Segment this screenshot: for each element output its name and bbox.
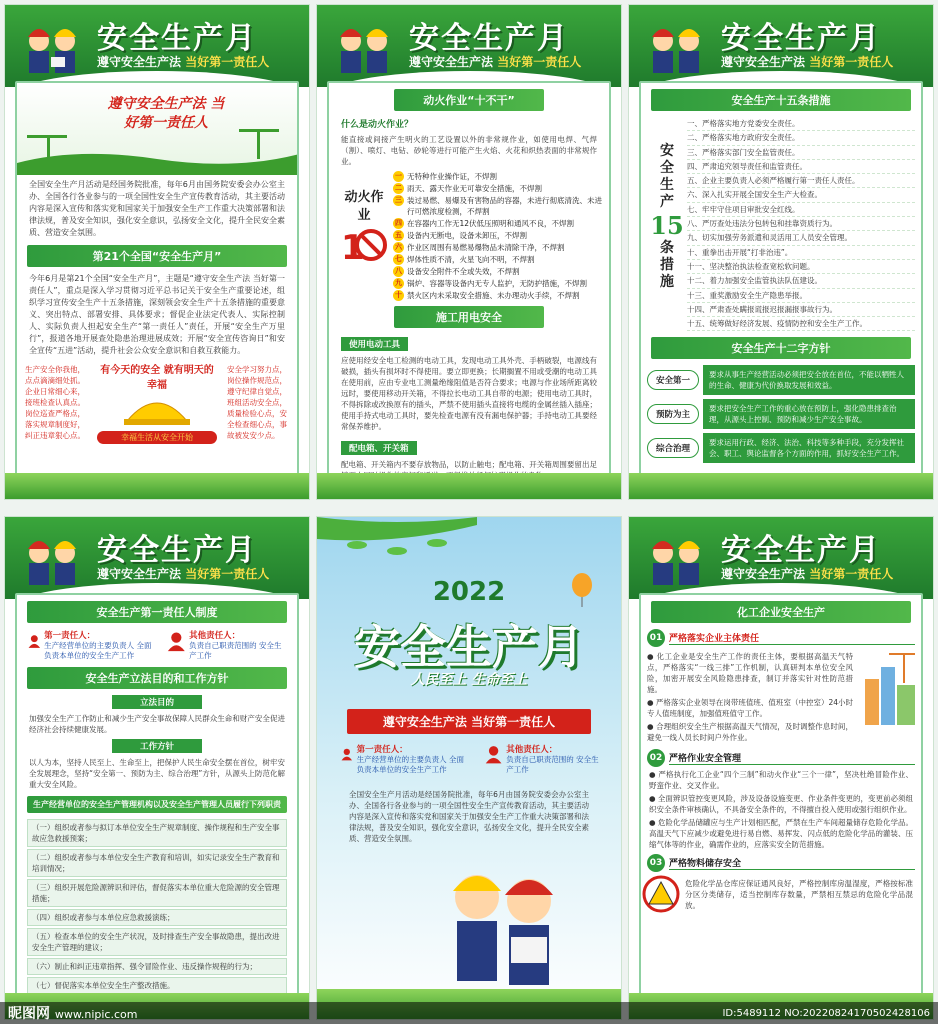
hazard-sign-icon (641, 874, 681, 914)
rhyme-right: 安全学习努力点，岗位操作规范点，遵守纪律自觉点，班组活动安全点，质量检验心点，安全检查细心点，事故被发安少点。 (227, 365, 287, 440)
duty-item: （三）组织开展危险源辨识和评估，督促落实本单位重大危险源的安全管理措施； (27, 879, 287, 907)
sub-bar: 配电箱、开关箱 (341, 441, 417, 455)
hero-slogan: 遵守安全生产法 当好第一责任人 (107, 96, 225, 131)
responsible-row (23, 629, 291, 661)
rule-item (393, 242, 603, 253)
measure-item: 三、严格落实部门安全监管责任。 (687, 146, 915, 160)
poster-body (327, 81, 611, 485)
section-text: 今年6月是第21个全国“安全生产月”，主题是“遵守安全生产法 当好第一责任人”，重点是深入学习贯彻习近平总书记关于安全生产重要论述，组织学习宣传安全生产十五条措施，深刻领会安全生产十五条措施的重要意义、突出特点、部署安排、具体要求；督促企业法定代表人、实际控制人、实际负责人担起安全生产“第一责任人”责任，开展“安全生产万里行”，报道各地开展查处隐患治理进展成效；开展“安全宣传咨询日”和安全宣传“五进”活动，提升社会公众安全意识和自救互救能力。 (29, 274, 285, 355)
leaves-icon (317, 517, 477, 577)
section-bar: 第21个全国“安全生产月” (27, 245, 287, 267)
ten-rules-label: 动火作业 1 (335, 171, 393, 302)
poster-subtitle: 遵守安全生产法 当好第一责任人 (721, 55, 894, 69)
workers-mascot-icon (427, 857, 577, 997)
measure-item: 十二、着力加强安全监管执法队伍建设。 (687, 274, 915, 288)
ten-rules-list (393, 171, 603, 302)
principles (641, 365, 921, 463)
section-bar: 安全生产立法目的和工作方针 (27, 667, 287, 689)
poster-title: 安全生产月 (97, 21, 257, 56)
sub-bar: 使用电动工具 (341, 337, 408, 351)
rule-text: 装过易燃、易爆及有害物品的容器，未进行彻底清洗、未进行可燃浓度检测，不焊割 (407, 196, 602, 216)
poster-5-cover (316, 516, 622, 1020)
duties-list (27, 819, 287, 994)
poster-6 (628, 516, 934, 1020)
measure-item: 十一、坚决整治执法检查宽松软问题。 (687, 260, 915, 274)
policy-text: 以人为本，坚持人民至上、生命至上，把保护人民生命安全摆在首位，树牢安全发展理念，坚持“安全第一、预防为主、综合治理”方针，从源头上防范化解重大安全风险。 (29, 758, 285, 789)
chem-bullet: ● 严格落实企业领导在岗带班值班、值班室（中控室）24小时专人值班制度，加强值班值守工作。 (647, 698, 853, 718)
chem-section-1 (641, 649, 921, 745)
rule-text: 作业区周围有易燃易爆物品未清除干净，不焊割 (407, 243, 565, 252)
watermark-logo: 昵图网 www.nipic.com (8, 1006, 138, 1022)
grass-strip (5, 473, 309, 499)
cover-slogan: 人民至上 生命至上 (410, 672, 528, 688)
poster-header (629, 5, 933, 87)
box-text: 配电箱、开关箱内不要存放物品，以防止触电；配电箱、开关箱周围要留出足 (341, 460, 597, 469)
poster-body (15, 593, 299, 999)
duty-item: （四）组织或者参与本单位应急救援演练； (27, 909, 287, 926)
chem-section-3-head: 03 严格物料储存安全 (647, 854, 915, 872)
rule-text: 设备安全附件不全或失效，不焊割 (407, 267, 520, 276)
measure-item: 四、严肃追究领导责任和监管责任。 (687, 160, 915, 174)
rule-text: 设备内无断电，设备未卸压，不焊割 (407, 231, 527, 240)
poster-1 (4, 4, 310, 500)
rule-item (393, 278, 603, 289)
section-bar: 动火作业“十不干” (394, 89, 544, 111)
first-responsible: 第一责任人： 生产经营单位的主要负责人 全面负责本单位的安全生产工作 (28, 629, 158, 661)
sub-bar: 工作方针 (112, 739, 202, 753)
rule-text: 禁火区内未采取安全措施、未办理动火手续，不焊割 (407, 291, 580, 300)
construction-silhouette-icon (17, 125, 299, 175)
poster-3 (628, 4, 934, 500)
principle-text: 要求运用行政、经济、法治、科技等多种手段，充分发挥社会、职工、舆论监督各个方面的作用，抓好安全生产工作。 (703, 433, 915, 463)
measure-item: 九、切实加强劳务派遣和灵活用工人员安全管理。 (687, 231, 915, 245)
mascot-icon (333, 19, 399, 75)
measure-item: 一、严格落实地方党委安全责任。 (687, 117, 915, 131)
rule-item (393, 290, 603, 301)
rule-text: 雨天、露天作业无可靠安全措施，不焊割 (407, 184, 542, 193)
watermark-id: ID:5489112 NO:20220824170502428106 (722, 1007, 930, 1019)
rule-number: 五 (395, 231, 402, 239)
measure-item: 十三、重奖激励安全生产隐患举报。 (687, 289, 915, 303)
poster-header (5, 5, 309, 87)
fifteen-list (687, 117, 915, 331)
hero-banner (17, 83, 297, 175)
chem-bullet: ● 全面辨识管控变更风险，涉及设备设施变更、作业条件变更的，变更前必须组织安全条件审核确认，不具备安全条件的，不得擅自投入使用或强行组织作业。 (649, 794, 913, 814)
grass-strip (629, 473, 933, 499)
measure-item: 十五、统筹做好经济发展、疫情防控和安全生产工作。 (687, 317, 915, 331)
ten-rules (335, 171, 603, 302)
first-responsible: 第一责任人： 生产经营单位的主要负责人 全面负责本单位的安全生产工作 (341, 743, 471, 775)
rule-text: 无特种作业操作证，不焊割 (407, 172, 497, 181)
svg-text:1: 1 (341, 228, 365, 265)
poster-4 (4, 516, 310, 1020)
principle-label: 预防为主 (647, 404, 699, 424)
no-fire-icon (339, 225, 389, 265)
chem-section-2-head: 02 严格作业安全管理 (647, 749, 915, 767)
duty-item: （五）检查本单位的安全生产状况，及时排查生产安全事故隐患，提出改进安全生产管理的建议； (27, 928, 287, 956)
poster-body (15, 81, 299, 485)
mascot-icon (21, 531, 87, 587)
person-icon (28, 629, 41, 653)
cover-ribbon: 遵守安全生产法 当好第一责任人 (347, 709, 591, 734)
purpose-text: 加强安全生产工作防止和减少生产安全事故保障人民群众生命和财产安全促进经济社会持续健康发展。 (29, 714, 285, 734)
chem-bullet: ● 危险化学品储罐应与生产计划相匹配，严禁在生产车间超量储存危险化学品。高温天气下应减少或避免进行易自燃、易挥发、闪点低的危险化学品的灌装、压缩气体等的作业，确需作业的，应落实安全防范措施。 (649, 818, 913, 849)
section-bar: 安全生产十五条措施 (651, 89, 911, 111)
rule-text: 在容器内工作无12伏低压照明和通风不良，不焊割 (407, 219, 575, 228)
person-icon (341, 743, 353, 765)
duty-item: （七）督促落实本单位安全生产整改措施。 (27, 977, 287, 994)
rule-item (393, 230, 603, 241)
section-bar: 施工用电安全 (394, 306, 544, 328)
chem-bullet: ● 严格执行化工企业“四个三制”和动火作业“三个一律”，坚决杜绝冒险作业、野蛮作业、交叉作业。 (649, 770, 913, 790)
fifteen-measures (647, 117, 915, 331)
section-bar: 化工企业安全生产 (651, 601, 911, 623)
poster-header (5, 517, 309, 599)
rule-number: 六 (395, 243, 402, 251)
chem-section-1-head: 01 严格落实企业主体责任 (647, 629, 915, 647)
principle-text: 要求把安全生产工作的重心放在预防上，强化隐患排查治理，从源头上控制、预防和减少生产安全事故。 (703, 399, 915, 429)
rule-text: 锅炉、容器等设备内无专人监护，无防护措施，不焊割 (407, 279, 587, 288)
watermark-bar (0, 1002, 938, 1024)
cover-title: 安全生产月 (354, 620, 584, 674)
mascot-icon (645, 19, 711, 75)
chem-section-2 (641, 769, 921, 850)
rule-number: 九 (395, 279, 402, 287)
rule-item (393, 195, 603, 217)
poster-header (629, 517, 933, 599)
duty-item: （六）制止和纠正违章指挥、强令冒险作业、违反操作规程的行为； (27, 958, 287, 975)
poster-title: 安全生产月 (409, 21, 569, 56)
duty-item: （一）组织或者参与拟订本单位安全生产规章制度、操作规程和生产安全事故应急救援预案； (27, 819, 287, 847)
measure-item: 十、重拳出击开展“打非治违”。 (687, 246, 915, 260)
rhyme-left: 生产安全你我他，点点滴滴细处抓。企业日常细心来，接班检查认真点。岗位巡查严格点，落实规章制度好，纠正违章狠心点。 (25, 365, 85, 440)
rule-text: 焊体性质不清，火星飞向不明，不焊割 (407, 255, 535, 264)
poster-subtitle: 遵守安全生产法 当好第一责任人 (721, 567, 894, 581)
chem-section-3: 危险化学品仓库应保证通风良好，严格控制库房温湿度，严格按标准分区分类储存，适当控制库存数量，严禁相互禁忌的危险化学品混放。 (641, 874, 921, 914)
principle-row (647, 433, 915, 463)
chem-bullet: ● 合理组织安全生产根据高温天气情况，及时调整作息时间，避免一线人员长时间户外作业。 (647, 722, 853, 742)
rule-item (393, 266, 603, 277)
principle-text: 要求从事生产经营活动必须把安全放在首位，不能以牺牲人的生命、健康为代价换取发展和效益。 (703, 365, 915, 395)
measure-item: 二、严格落实地方政府安全责任。 (687, 131, 915, 145)
duty-item: （二）组织或者参与本单位安全生产教育和培训，如实记录安全生产教育和培训情况； (27, 849, 287, 877)
responsible-row (341, 743, 605, 775)
measure-item: 十四、严肃查处瞒报谎报迟报漏报事故行为。 (687, 303, 915, 317)
principle-label: 安全第一 (647, 370, 699, 390)
rule-item (393, 218, 603, 229)
poster-subtitle: 遵守安全生产法 当好第一责任人 (97, 55, 270, 69)
helmet-icon (122, 391, 192, 427)
section-bar: 生产经营单位的安全生产管理机构以及安全生产管理人员履行下列职责 (27, 796, 287, 813)
section-bar: 安全生产十二字方针 (651, 337, 911, 359)
poster-title: 安全生产月 (721, 21, 881, 56)
rule-number: 四 (395, 219, 402, 227)
rule-item (393, 254, 603, 265)
sub-bar: 立法目的 (112, 695, 202, 709)
rule-number: 七 (395, 255, 402, 263)
other-responsible: 其他责任人： 负责自己职责范围的 安全生产工作 (485, 743, 605, 775)
poster-title: 安全生产月 (721, 533, 881, 568)
poster-body (639, 81, 923, 485)
measure-item: 五、企业主要负责人必须严格履行第一责任人责任。 (687, 174, 915, 188)
question: 什么是动火作业？ (341, 120, 414, 130)
principle-row (647, 399, 915, 429)
tool-text: 应使用经安全电工检测的电动工具，发现电动工具外壳、手柄破裂，电源线有破损，插头有损坏时不得使用。要立即更换；长期搁置不用或受潮的电动工具在使用前，应由专业电工测量绝缘阻值是否符合要求；电源与作业场所距离较远时，要使用移动开关箱，不得拉长电动工具自带的电源；使用电动工具时，不得拆除或改换原有的插头，严禁不使用插头直接将电缆的金属丝插入插座；使用手持式电动工具时，要先检查电源有没有漏电保护器；手持电动工具要经常保养维护。 (341, 356, 597, 431)
rule-number: 十 (395, 291, 402, 299)
cover-text: 全国安全生产月活动是经国务院批准，每年6月由国务院安委会办公室主办、全国各行各业参与的一项全国性安全生产宣传教育活动，其主要活动内容是深入宣传和落实党和国家关于加强安全生产工作重大决策部署和法律法规，普及安全知识，强化安全意识，弘扬安全文化，提升全民安全素质、营造安全氛围。 (349, 790, 589, 843)
mascot-icon (21, 19, 87, 75)
poster-subtitle: 遵守安全生产法 当好第一责任人 (97, 567, 270, 581)
measure-item: 六、深入扎实开展全国安全生产大检查。 (687, 188, 915, 202)
rule-number: 二 (395, 184, 402, 192)
rule-number: 三 (395, 196, 402, 204)
measure-item: 八、严厉查处违法分包转包和挂靠资质行为。 (687, 217, 915, 231)
rule-number: 八 (395, 267, 402, 275)
person-icon (167, 629, 186, 653)
section-bar: 安全生产第一责任人制度 (27, 601, 287, 623)
rule-item (393, 183, 603, 194)
fifteen-label: 安全生产 15 条措施 (650, 143, 684, 290)
poster-body (639, 593, 923, 999)
grass-strip (317, 473, 621, 499)
poster-subtitle: 遵守安全生产法 当好第一责任人 (409, 55, 582, 69)
rule-number: 一 (395, 172, 402, 180)
happiness-badge: 有今天的安全 就有明天的幸福 幸福生活从安全开始 (97, 361, 217, 444)
intro-text: 全国安全生产月活动是经国务院批准，每年6月由国务院安委会办公室主办、全国各行各业参与的一项全国性安全生产宣传教育活动，其主要活动内容是深入宣传和落实党和国家关于加强安全生产工作重大决策部署和法律法规，普及安全知识，强化安全意识，弘扬安全文化，提升全民安全素质、营造安全氛围。 (29, 180, 285, 237)
person-icon (485, 743, 502, 765)
principle-row (647, 365, 915, 395)
chem-bullet: ● 化工企业是安全生产工作的责任主体，要根据高温天气特点，严格落实“一线三排”工作机制，认真研判本单位安全风险，加密开展安全风险隐患排查，制订并落实针对性防范措施。 (647, 652, 853, 694)
definition: 能直接或间接产生明火的工艺设置以外的非常规作业，如使用电焊、气焊（割）、喷灯、电钻、砂轮等进行可能产生火焰、火花和炽热表面的非常规作业。 (341, 135, 597, 166)
cover-year: 2022 (432, 577, 506, 607)
factory-icon (859, 649, 921, 729)
poster-title: 安全生产月 (97, 533, 257, 568)
principle-label: 综合治理 (647, 438, 699, 458)
other-responsible: 其他责任人： 负责自己职责范围的 安全生产工作 (167, 629, 287, 661)
poster-header (317, 5, 621, 87)
rhyme-row (25, 361, 289, 444)
measure-item: 七、牢牢守住项目审批安全红线。 (687, 203, 915, 217)
poster-2 (316, 4, 622, 500)
mascot-icon (645, 531, 711, 587)
rule-item (393, 171, 603, 182)
